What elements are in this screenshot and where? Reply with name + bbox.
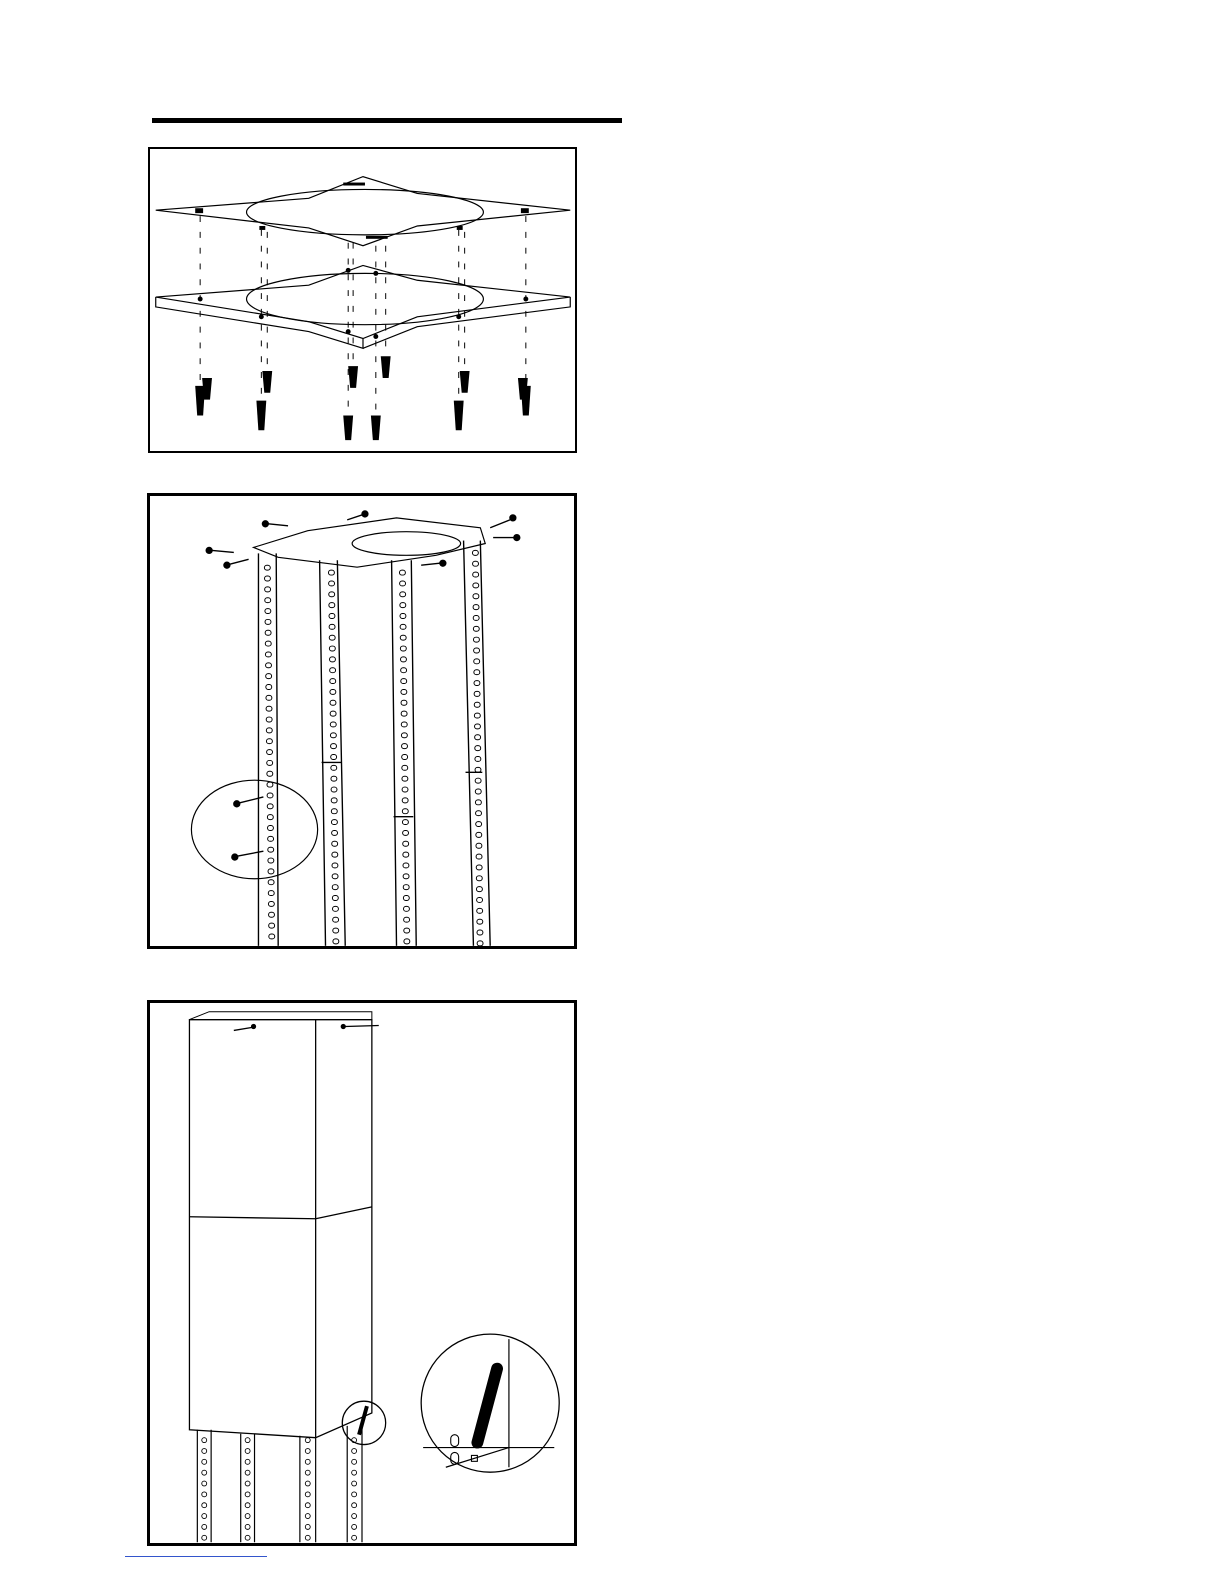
chimney-cover-assembly-diagram-icon xyxy=(150,1003,574,1543)
figure-chimney-cover xyxy=(147,1000,577,1546)
section-heading-rule xyxy=(152,118,622,123)
mounting-plates-exploded-diagram-icon xyxy=(150,149,575,451)
figure-mounting-plates xyxy=(148,147,577,453)
rack-frame-top-plate-screws-diagram-icon xyxy=(150,496,574,946)
figure-rack-frame xyxy=(147,493,577,949)
footnote-separator xyxy=(125,1556,267,1557)
